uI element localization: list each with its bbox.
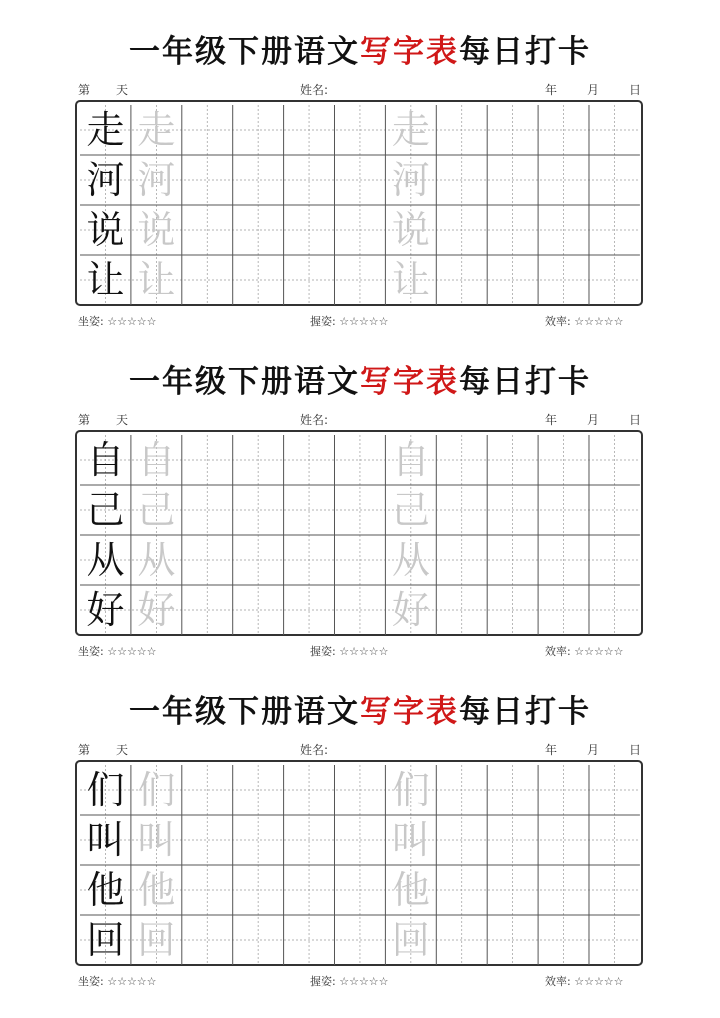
date-field	[545, 82, 641, 98]
writing-grid	[75, 760, 643, 966]
trace-character: 回	[391, 917, 430, 962]
model-character: 走	[86, 108, 125, 153]
rating-stars: ☆☆☆☆☆	[107, 315, 157, 328]
rating-stars: ☆☆☆☆☆	[107, 645, 157, 658]
model-character: 好	[86, 587, 125, 632]
rating-label: 坐姿:	[78, 645, 104, 658]
date-label: 日	[629, 83, 642, 97]
day-field	[78, 412, 128, 428]
model-character: 们	[86, 768, 125, 813]
grid-svg	[80, 765, 640, 965]
trace-character: 河	[391, 158, 430, 203]
year-label: 年	[545, 413, 558, 427]
rating-efficiency	[545, 314, 624, 330]
day-field	[78, 82, 128, 98]
grid-svg	[80, 435, 640, 635]
trace-character: 自	[391, 438, 430, 483]
title-text-black: 一年级下册语文	[129, 34, 360, 70]
rating-grip	[310, 314, 389, 330]
trace-character: 让	[137, 257, 176, 302]
day-prefix: 第	[78, 743, 91, 757]
month-label: 月	[587, 83, 600, 97]
trace-character: 自	[137, 438, 176, 483]
grid-svg	[80, 105, 640, 305]
trace-character: 回	[137, 917, 176, 962]
model-character: 让	[86, 257, 125, 302]
day-prefix: 第	[78, 413, 91, 427]
month-label: 月	[587, 743, 600, 757]
rating-stars: ☆☆☆☆☆	[574, 315, 624, 328]
title-text-tail: 每日打卡	[459, 694, 591, 730]
section-title	[0, 690, 720, 734]
trace-character: 叫	[391, 818, 430, 863]
rating-label: 坐姿:	[78, 975, 104, 988]
model-character: 自	[86, 438, 125, 483]
trace-character: 他	[391, 867, 430, 912]
rating-label: 效率:	[545, 975, 571, 988]
writing-grid	[75, 100, 643, 306]
model-character: 回	[86, 917, 125, 962]
trace-character: 从	[391, 537, 430, 582]
trace-character: 己	[391, 488, 430, 533]
day-suffix: 天	[116, 83, 129, 97]
year-label: 年	[545, 83, 558, 97]
name-label: 姓名:	[300, 83, 329, 97]
name-label: 姓名:	[300, 413, 329, 427]
trace-character: 走	[391, 108, 430, 153]
rating-stars: ☆☆☆☆☆	[339, 645, 389, 658]
title-text-tail: 每日打卡	[459, 34, 591, 70]
rating-posture	[78, 314, 157, 330]
rating-stars: ☆☆☆☆☆	[339, 315, 389, 328]
model-character: 河	[86, 158, 125, 203]
title-text-red: 写字表	[360, 364, 459, 400]
model-character: 叫	[86, 818, 125, 863]
model-character: 他	[86, 867, 125, 912]
trace-character: 从	[137, 537, 176, 582]
writing-grid	[75, 430, 643, 636]
section-title	[0, 30, 720, 74]
trace-character: 他	[137, 867, 176, 912]
rating-grip	[310, 974, 389, 990]
name-field	[300, 82, 328, 98]
name-field	[300, 412, 328, 428]
rating-label: 效率:	[545, 315, 571, 328]
model-character: 说	[86, 207, 125, 252]
date-label: 日	[629, 743, 642, 757]
title-text-tail: 每日打卡	[459, 364, 591, 400]
rating-label: 握姿:	[310, 315, 336, 328]
name-label: 姓名:	[300, 743, 329, 757]
rating-label: 握姿:	[310, 975, 336, 988]
section-title	[0, 360, 720, 404]
model-character: 己	[86, 488, 125, 533]
rating-label: 握姿:	[310, 645, 336, 658]
year-label: 年	[545, 743, 558, 757]
trace-character: 己	[137, 488, 176, 533]
rating-efficiency	[545, 974, 624, 990]
rating-posture	[78, 974, 157, 990]
title-text-black: 一年级下册语文	[129, 364, 360, 400]
trace-character: 们	[391, 768, 430, 813]
trace-character: 让	[391, 257, 430, 302]
day-suffix: 天	[116, 413, 129, 427]
trace-character: 们	[137, 768, 176, 813]
trace-character: 好	[137, 587, 176, 632]
trace-character: 说	[391, 207, 430, 252]
month-label: 月	[587, 413, 600, 427]
title-text-red: 写字表	[360, 694, 459, 730]
rating-stars: ☆☆☆☆☆	[339, 975, 389, 988]
title-text-red: 写字表	[360, 34, 459, 70]
day-field	[78, 742, 128, 758]
trace-character: 走	[137, 108, 176, 153]
rating-efficiency	[545, 644, 624, 660]
rating-posture	[78, 644, 157, 660]
trace-character: 叫	[137, 818, 176, 863]
trace-character: 河	[137, 158, 176, 203]
rating-label: 效率:	[545, 645, 571, 658]
name-field	[300, 742, 328, 758]
date-label: 日	[629, 413, 642, 427]
trace-character: 说	[137, 207, 176, 252]
trace-character: 好	[391, 587, 430, 632]
day-suffix: 天	[116, 743, 129, 757]
rating-stars: ☆☆☆☆☆	[574, 975, 624, 988]
model-character: 从	[86, 537, 125, 582]
rating-stars: ☆☆☆☆☆	[107, 975, 157, 988]
rating-label: 坐姿:	[78, 315, 104, 328]
rating-grip	[310, 644, 389, 660]
day-prefix: 第	[78, 83, 91, 97]
date-field	[545, 412, 641, 428]
date-field	[545, 742, 641, 758]
rating-stars: ☆☆☆☆☆	[574, 645, 624, 658]
title-text-black: 一年级下册语文	[129, 694, 360, 730]
